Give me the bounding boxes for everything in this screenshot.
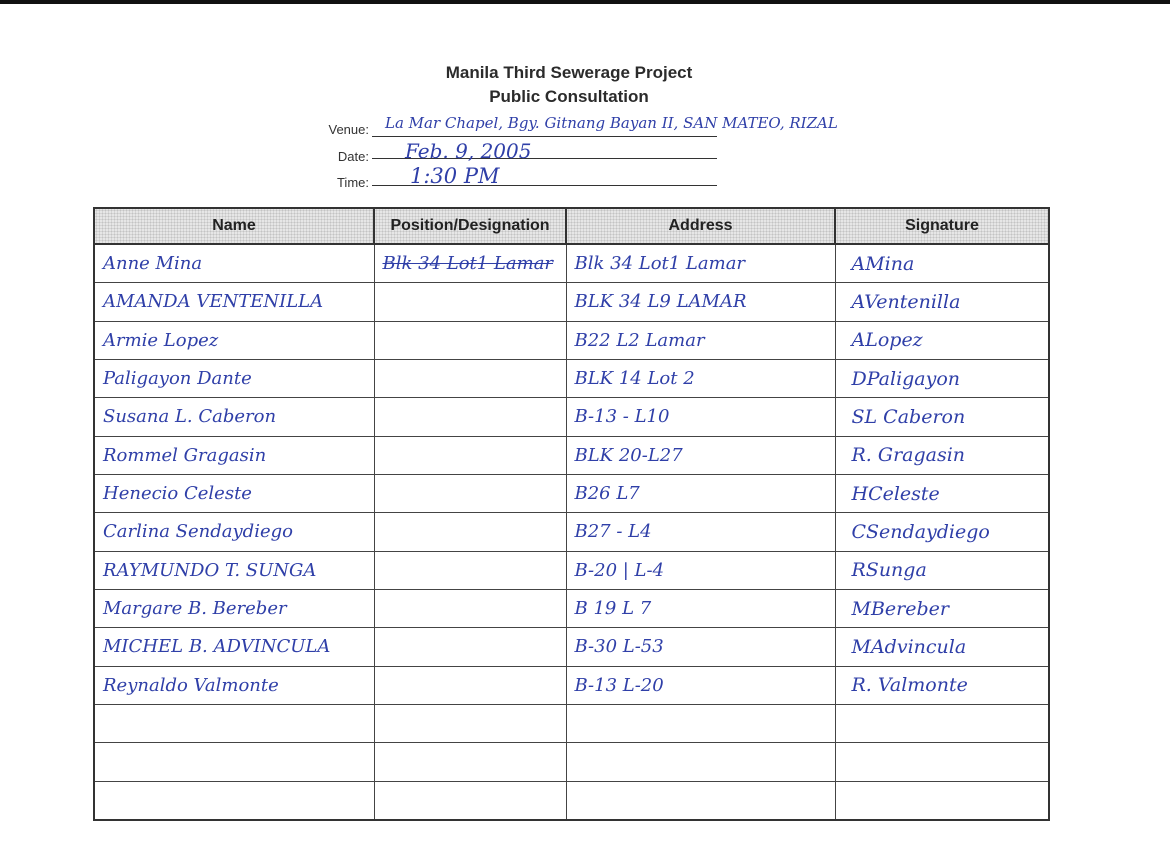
table-row (94, 513, 1049, 551)
position-cell (374, 513, 566, 551)
address-cell: B-13 - L10 (566, 398, 835, 436)
position-cell (374, 704, 566, 742)
venue-line (372, 136, 717, 137)
column-header-position: Position/Designation (374, 208, 566, 244)
scan-top-edge (0, 0, 1170, 4)
signature-cell: AVentenilla (835, 283, 1049, 321)
table-row (94, 359, 1049, 397)
address-cell: B22 L2 Lamar (566, 321, 835, 359)
table-row (94, 666, 1049, 704)
signature-cell (835, 704, 1049, 742)
address-cell: B27 - L4 (566, 513, 835, 551)
name-cell: Susana L. Caberon (94, 398, 374, 436)
name-cell (94, 781, 374, 820)
signature-cell: AMina (835, 244, 1049, 283)
signature-cell: R. Valmonte (835, 666, 1049, 704)
date-value: Feb. 9, 2005 (405, 139, 532, 163)
address-cell: BLK 34 L9 LAMAR (566, 283, 835, 321)
table-row (94, 551, 1049, 589)
time-label: Time: (336, 175, 369, 190)
name-cell: Henecio Celeste (94, 474, 374, 512)
address-cell: BLK 20-L27 (566, 436, 835, 474)
table-body (94, 244, 1049, 820)
time-label-wrap (300, 171, 369, 193)
column-header-name: Name (94, 208, 374, 244)
name-cell: RAYMUNDO T. SUNGA (94, 551, 374, 589)
signature-cell: CSendaydiego (835, 513, 1049, 551)
address-cell (566, 704, 835, 742)
signature-cell (835, 781, 1049, 820)
table-row (94, 436, 1049, 474)
address-cell: B26 L7 (566, 474, 835, 512)
address-cell: BLK 14 Lot 2 (566, 359, 835, 397)
address-cell (566, 781, 835, 820)
table-row (94, 398, 1049, 436)
venue-label: Venue: (328, 122, 369, 137)
name-cell: Armie Lopez (94, 321, 374, 359)
position-cell (374, 436, 566, 474)
table-row (94, 628, 1049, 666)
position-cell (374, 781, 566, 820)
signature-cell: HCeleste (835, 474, 1049, 512)
position-cell (374, 743, 566, 781)
column-header-address: Address (566, 208, 835, 244)
position-cell (374, 628, 566, 666)
venue-value: La Mar Chapel, Bgy. Gitnang Bayan II, SAN MATEO, RIZAL (385, 114, 838, 132)
table-row (94, 781, 1049, 820)
document-title: Manila Third Sewerage Project (445, 63, 693, 82)
position-cell (374, 551, 566, 589)
name-cell: AMANDA VENTENILLA (94, 283, 374, 321)
table-row (94, 474, 1049, 512)
date-label-wrap (300, 145, 369, 167)
signature-cell: ALopez (835, 321, 1049, 359)
signature-cell: R. Gragasin (835, 436, 1049, 474)
name-cell: Anne Mina (94, 244, 374, 283)
address-cell: Blk 34 Lot1 Lamar (566, 244, 835, 283)
table-row (94, 321, 1049, 359)
signature-cell: SL Caberon (835, 398, 1049, 436)
venue-label-wrap (300, 118, 369, 140)
address-cell: B 19 L 7 (566, 589, 835, 627)
signature-cell (835, 743, 1049, 781)
position-cell (374, 666, 566, 704)
table-header-row (94, 208, 1049, 244)
name-cell (94, 704, 374, 742)
column-header-signature: Signature (835, 208, 1049, 244)
address-cell: B-13 L-20 (566, 666, 835, 704)
signature-cell: RSunga (835, 551, 1049, 589)
table-row (94, 589, 1049, 627)
position-cell: Blk 34 Lot1 Lamar (374, 244, 566, 283)
attendance-table (93, 207, 1050, 821)
position-cell (374, 321, 566, 359)
table-row (94, 704, 1049, 742)
signature-cell: DPaligayon (835, 359, 1049, 397)
name-cell: Carlina Sendaydiego (94, 513, 374, 551)
date-label: Date: (337, 149, 369, 164)
name-cell: MICHEL B. ADVINCULA (94, 628, 374, 666)
table-row (94, 283, 1049, 321)
document-subtitle: Public Consultation (489, 87, 649, 106)
position-cell (374, 283, 566, 321)
table-row (94, 244, 1049, 283)
signature-cell: MBereber (835, 589, 1049, 627)
address-cell (566, 743, 835, 781)
position-cell (374, 589, 566, 627)
time-value: 1:30 PM (410, 164, 500, 188)
table-row (94, 743, 1049, 781)
position-cell (374, 398, 566, 436)
position-cell (374, 474, 566, 512)
address-cell: B-20 | L-4 (566, 551, 835, 589)
name-cell: Margare B. Bereber (94, 589, 374, 627)
position-cell (374, 359, 566, 397)
name-cell: Reynaldo Valmonte (94, 666, 374, 704)
signature-cell: MAdvincula (835, 628, 1049, 666)
title-block (369, 61, 769, 109)
name-cell: Paligayon Dante (94, 359, 374, 397)
name-cell (94, 743, 374, 781)
name-cell: Rommel Gragasin (94, 436, 374, 474)
address-cell: B-30 L-53 (566, 628, 835, 666)
